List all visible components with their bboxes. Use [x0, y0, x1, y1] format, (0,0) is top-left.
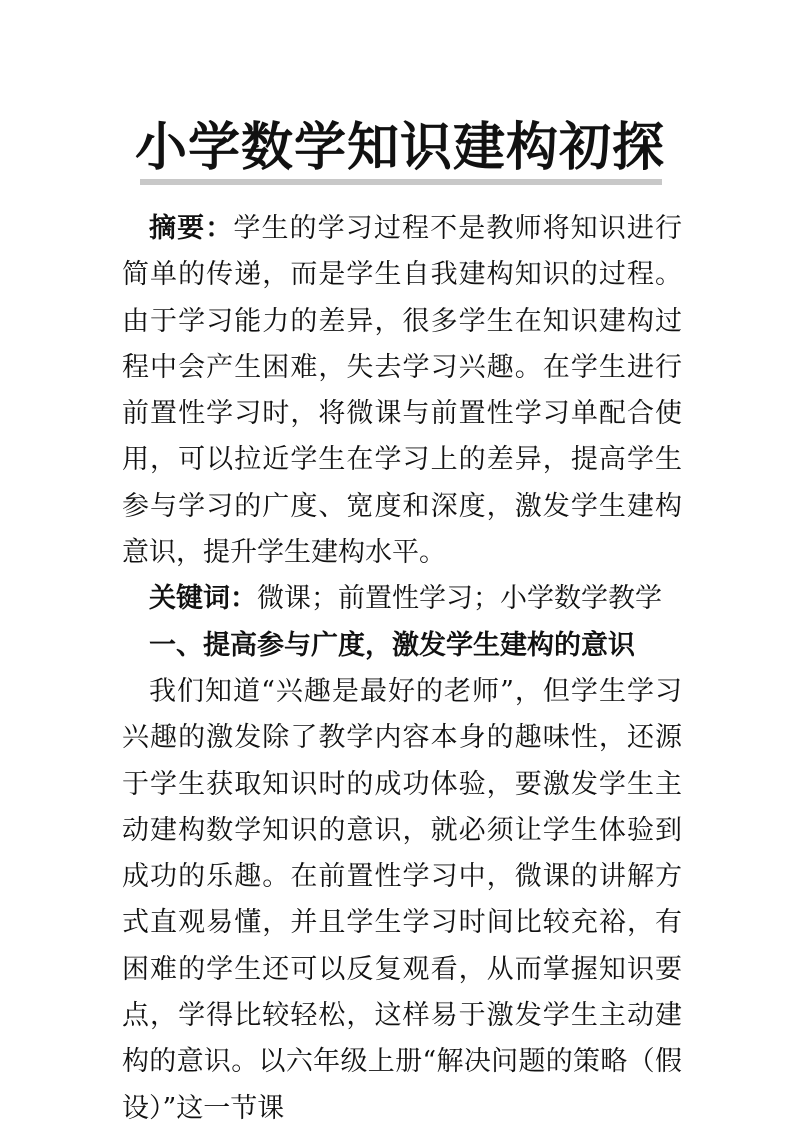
abstract-label: 摘要： — [149, 213, 234, 244]
abstract-paragraph — [122, 206, 682, 576]
section-paragraph: 我们知道“兴趣是最好的老师”，但学生学习兴趣的激发除了教学内容本身的趣味性，还源于学生获取知识时的成功体验，要激发学生主动建构数学知识的意识，就必须让学生体验到成功的乐趣。在前置性学习中，微课的讲解方式直观易懂，并且学生学习时间比较充裕，有困难的学生还可以反复观看，从而掌握知识要点，学得比较轻松，这样易于激发学生主动建构的意识。以六年级上册“解决问题的策略（假设）”这一节课 — [122, 675, 682, 1124]
abstract-text: 学生的学习过程不是教师将知识进行简单的传递，而是学生自我建构知识的过程。由于学习能力的差异，很多学生在知识建构过程中会产生困难，失去学习兴趣。在学生进行前置性学习时，将微课与前置性学习单配合使用，可以拉近学生在学习上的差异，提高学生参与学习的广度、宽度和深度，激发学生建构意识，提升学生建构水平。 — [122, 213, 683, 569]
keywords-paragraph — [122, 576, 682, 622]
keywords-text: 微课；前置性学习；小学数学教学 — [257, 583, 662, 615]
section-heading: 一、提高参与广度，激发学生建构的意识 — [149, 629, 635, 661]
keywords-label: 关键词： — [149, 583, 257, 615]
title-underline — [140, 179, 662, 185]
document-body — [122, 206, 682, 1132]
document-title: 小学数学知识建构初探 — [134, 117, 665, 178]
